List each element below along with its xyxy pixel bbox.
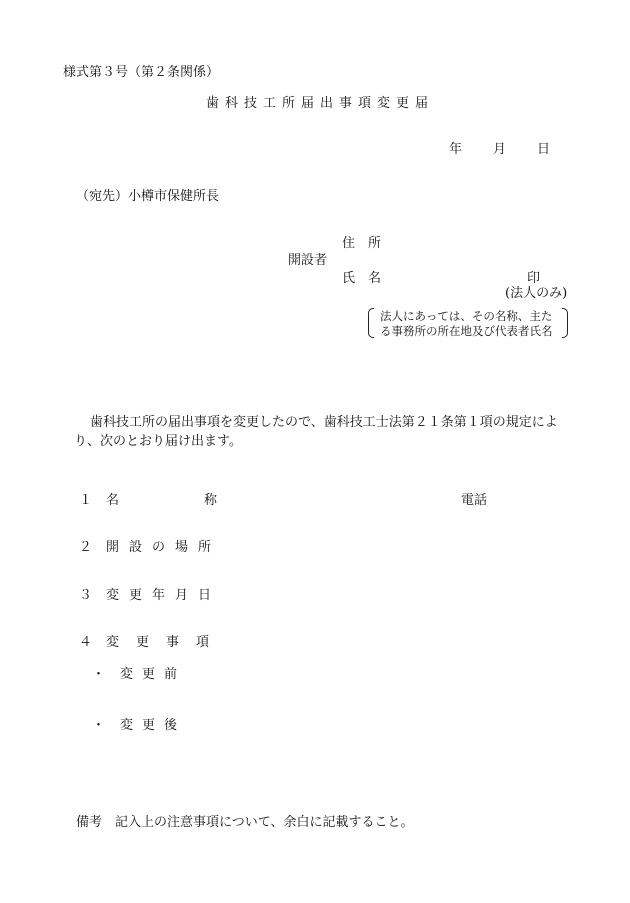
addressee: （宛先）小樽市保健所長 <box>76 189 220 204</box>
date-month: 月 <box>493 142 507 157</box>
item-1-label-first: 名 <box>106 493 120 508</box>
corporation-only-note: (法人のみ) <box>505 286 568 301</box>
document-title: 歯科技工所届出事項変更届 <box>206 96 435 111</box>
item-1-label-second: 称 <box>204 493 218 508</box>
item-4-number: ４ <box>79 635 93 650</box>
date-day: 日 <box>537 142 551 157</box>
left-brace <box>368 308 374 338</box>
remarks: 備考 記入上の注意事項について、余白に記載すること。 <box>76 815 414 830</box>
applicant-role: 開設者 <box>288 253 328 268</box>
address-label: 住 所 <box>342 236 382 251</box>
body-paragraph: 歯科技工所の届出事項を変更したので、歯科技工士法第２１条第１項の規定により、次のとおり届け出ます。 <box>74 415 558 449</box>
name-label: 氏 名 <box>342 271 382 286</box>
corporation-note-line-1: 法人にあっては、その名称、主た <box>380 309 553 323</box>
item-3-number: ３ <box>79 588 93 603</box>
item-3-label: 変更年月日 <box>106 588 222 603</box>
item-2-number: ２ <box>79 540 93 555</box>
item-2-label: 開設の場所 <box>106 540 222 555</box>
corporation-note-box <box>368 308 568 338</box>
corporation-note-line-2: る事務所の所在地及び代表者氏名 <box>380 324 553 338</box>
corporation-note <box>380 309 553 339</box>
change-before-label: 変更前 <box>120 667 187 682</box>
item-1-number: １ <box>79 493 93 508</box>
phone-label: 電話 <box>461 493 488 508</box>
right-brace <box>562 308 568 338</box>
date-year: 年 <box>449 142 463 157</box>
seal-mark: 印 <box>527 271 541 286</box>
after-bullet: ・ <box>92 718 106 733</box>
before-bullet: ・ <box>92 667 106 682</box>
form-label: 様式第３号（第２条関係） <box>63 65 220 80</box>
item-4-label: 変更事項 <box>106 635 227 650</box>
change-after-label: 変更後 <box>120 718 187 733</box>
